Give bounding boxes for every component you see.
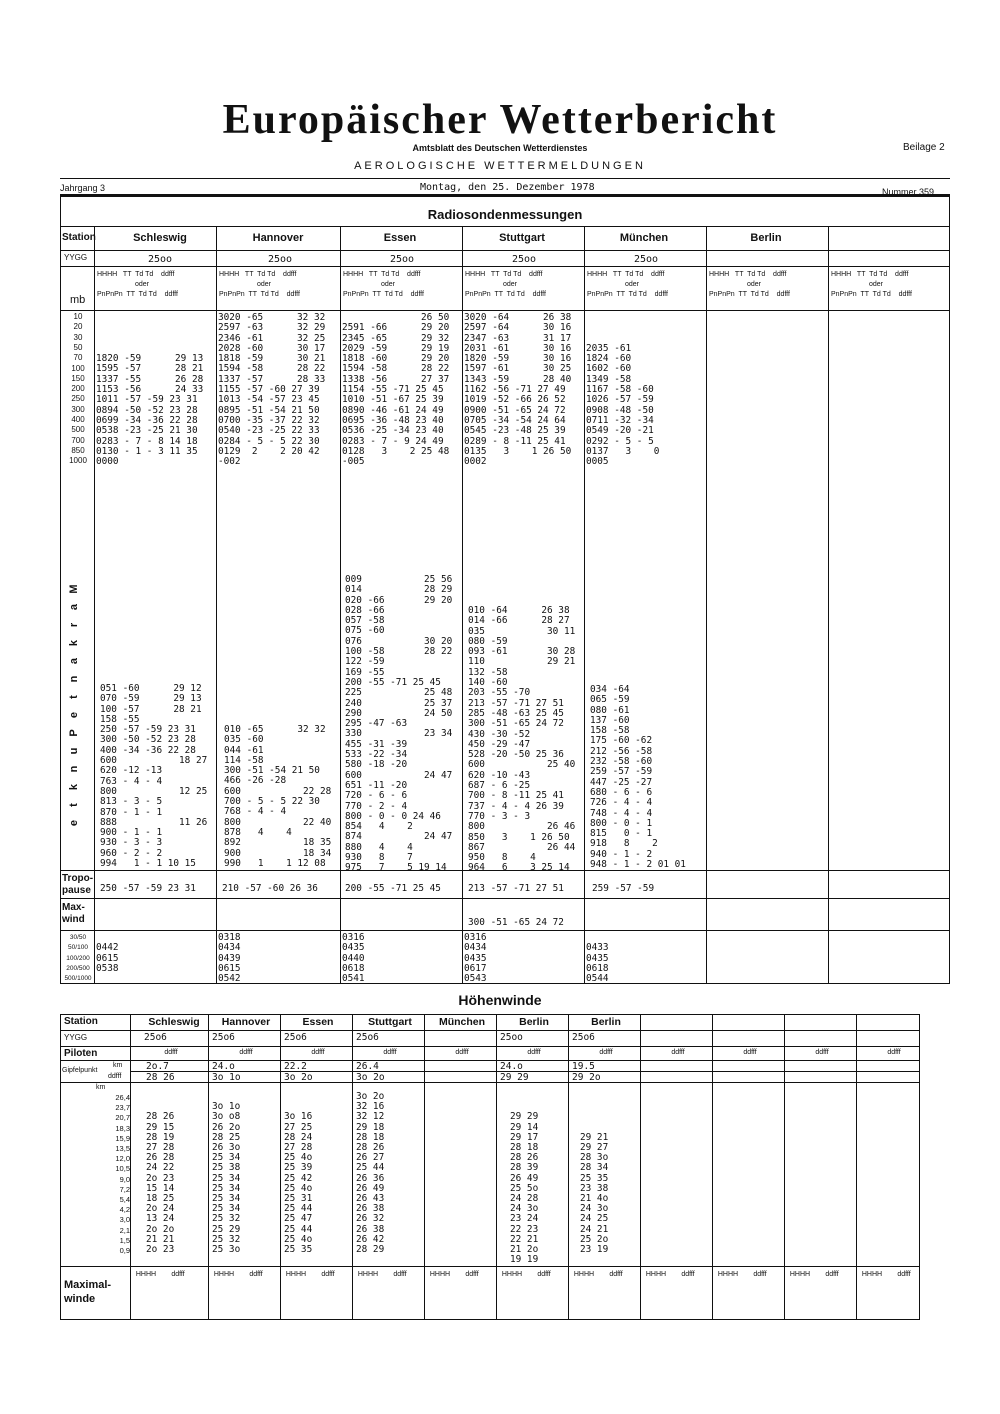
maximalwinde-hhhh-header: HHHH: [285, 1271, 307, 1278]
essen-maxwind-values: 0316 0435 0440 0618 0541: [342, 932, 365, 985]
height-level-label: 18,3: [115, 1123, 130, 1133]
hw-stuttgart-values: 3o 2o 32 16 32 12 29 18 28 18 28 26 26 27 25 44 26 36 26 49 26 43 26 38 26 32 26 38 26 42 28 29: [356, 1091, 385, 1256]
height-level-label: 13,5: [115, 1144, 130, 1153]
maximalwinde-ddfff-header: ddfff: [897, 1271, 911, 1278]
maximalwinde-ddfff-header: ddfff: [171, 1271, 185, 1278]
markante-punkte-letter: k: [68, 639, 80, 647]
markante-punkte-letter: t: [68, 695, 80, 699]
hw-gipfel-ddfff: 3o 2o: [284, 1072, 313, 1083]
wind-layer-label: 50/100: [68, 944, 88, 952]
volume-label: Jahrgang 3: [60, 183, 106, 193]
essen-levels: 26 50 2591 -66 29 20 2345 -65 29 32 2029 -59 29 19 1818 -60 29 20 1594 -58 28 22 1338 -56 27 37 1154 -55 -71 25 45 1010 -51 -67 25 39 0890 -46 -61 24 49 0695 -36 -48 23 40 0536 -25 -34 23 40 0283 - 7 - 9 24 49 0128 3 2 25 48 -005: [342, 312, 450, 468]
hw-station-stuttgart: Stuttgart: [368, 1016, 412, 1028]
hw-gipfel-km: 2o.7: [146, 1061, 169, 1072]
height-level-label: 26,4: [115, 1093, 130, 1102]
height-level-label: 23,7: [115, 1103, 130, 1113]
column-code-header: HHHH TT Td Td ddfff oder PnPnPn TT Td Td ddfff: [343, 271, 424, 298]
station-label: Station: [62, 232, 96, 243]
essen-tropopause: 200 -55 -71 25 45: [345, 883, 441, 894]
markante-punkte-letter: a: [68, 657, 80, 665]
wind-layer-label: 500/1000: [64, 975, 92, 983]
hannover-levels: 3020 -65 32 32 2597 -63 32 29 2346 -61 32 25 2028 -60 30 17 1818 -59 30 21 1594 -58 28 22 1337 -57 28 33 1155 -57 -60 27 39 1013 -54 -57 23 45 0895 -51 -54 21 50 0700 -35 -37 22 32 0540 -23 -25 22 33 0284 - 5 - 5 22 30 0129 2 2 20 42 -002: [218, 312, 326, 468]
markante-punkte-letter: t: [68, 803, 80, 807]
hw-station-hannover: Hannover: [221, 1016, 271, 1028]
pressure-level-label: 10: [73, 312, 83, 321]
pressure-level-label: 100: [71, 363, 85, 373]
height-level-label: 5,4: [119, 1195, 130, 1204]
station-berlin: Berlin: [750, 232, 782, 244]
hannover-tropopause: 210 -57 -60 26 36: [222, 883, 318, 894]
hw-gipfel-ddfff: 29 2o: [572, 1072, 601, 1083]
maxwind-label: Max- wind: [62, 902, 85, 925]
stuttgart-tropopause: 213 -57 -71 27 51: [468, 883, 564, 894]
column-code-header: HHHH TT Td Td ddfff oder PnPnPn TT Td Td ddfff: [709, 271, 790, 298]
hw-yygg-value: 25o6: [572, 1032, 595, 1043]
maximalwinde-ddfff-header: ddfff: [681, 1271, 695, 1278]
supplement-label: Beilage 2: [903, 142, 945, 153]
height-level-label: 7,2: [119, 1184, 130, 1194]
pressure-level-label: 50: [73, 342, 83, 352]
ddfff-header: ddfff: [743, 1049, 757, 1056]
hw-yygg-value: 25o6: [212, 1032, 235, 1043]
markante-punkte-letter: n: [68, 675, 80, 683]
stuttgart-markante: 010 -64 26 38 014 -66 28 27 035 30 11 080 -59 093 -61 30 28 110 29 21 132 -58 140 -60 203 -55 -70 213 -57 -71 27 51 285 -48 -63 25 45 300 -51 -65 24 72 430 -30 -52 450 -29 -47 528 -20 -50 25 36 600 25 40 620 -10 -43 687 - 6 -25 700 - 8 -11 25 41 737 - 4 - 4 26 39 770 - 3 - 3 800 26 46 850 3 1 26 50 867 26 44 950 8 4 964 6 3 25 14: [468, 605, 576, 874]
column-code-header: HHHH TT Td Td ddfff oder PnPnPn TT Td Td ddfff: [831, 271, 912, 298]
hannover-markante: 010 -65 32 32 035 -60 044 -61 114 -58 300 -51 -54 21 50 466 -26 -28 600 22 28 700 - 5 - 5 22 30 768 - 4 - 4 800 22 40 878 4 4 892 18 35 900 18 34 990 1 1 12 08: [224, 724, 332, 869]
hw-station-essen: Essen: [302, 1016, 334, 1028]
hw-yygg-value: 25o6: [284, 1032, 307, 1043]
hw-piloten-label: Piloten: [64, 1048, 98, 1059]
ddfff-header: ddfff: [164, 1049, 178, 1056]
hoehenwinde-title: Höhenwinde: [458, 992, 542, 1008]
wind-layer-label: 100/200: [66, 954, 90, 962]
yygg-value: 25oo: [389, 254, 415, 265]
muenchen-markante: 034 -64 065 -59 080 -61 137 -60 158 -58 175 -60 -62 212 -56 -58 232 -58 -60 259 -57 -59 447 -25 -27 680 - 6 - 6 726 - 4 - 4 748 - 4 - 4 800 - 0 - 1 815 0 - 1 918 8 2 940 - 1 - 2 948 - 1 - 2 01 01: [590, 684, 686, 871]
pressure-level-label: 250: [71, 394, 85, 404]
hw-hannover-values: 3o 1o 3o o8 26 2o 28 25 26 3o 25 34 25 38 25 34 25 34 25 34 25 34 25 32 25 29 25 32 25 3o: [212, 1101, 241, 1256]
station-hannover: Hannover: [252, 232, 304, 244]
hw-gipfel-km: 24.o: [500, 1061, 523, 1072]
markante-punkte-letter: a: [68, 603, 80, 611]
yygg-value: 25oo: [147, 254, 173, 265]
subtitle: Amtsblatt des Deutschen Wetterdienstes: [412, 143, 588, 153]
height-level-label: 3,0: [119, 1215, 130, 1225]
ddfff-header: ddfff: [527, 1049, 541, 1056]
maximalwinde-hhhh-header: HHHH: [357, 1271, 379, 1278]
markante-punkte-letter: u: [68, 747, 80, 755]
yygg-label: YYGG: [64, 253, 88, 262]
markante-punkte-letter: e: [68, 819, 80, 827]
hw-station-berlin: Berlin: [519, 1016, 549, 1028]
column-code-header: HHHH TT Td Td ddfff oder PnPnPn TT Td Td ddfff: [465, 271, 546, 298]
height-level-label: 1,5: [119, 1235, 130, 1245]
hw-gipfel-km: 24.o: [212, 1061, 235, 1072]
pressure-level-label: 70: [73, 353, 83, 363]
pressure-level-label: 300: [71, 404, 85, 414]
height-level-label: 10,5: [115, 1164, 130, 1174]
stuttgart-maxwind-values: 0316 0434 0435 0617 0543: [464, 932, 487, 985]
maximalwinde-label: Maximal- winde: [64, 1279, 112, 1305]
muenchen-levels: 2035 -61 1824 -60 1602 -60 1349 -58 1167 -58 -60 1026 -57 -59 0908 -48 -50 0711 -32 -34 0549 -20 -21 0292 - 5 - 5 0137 3 0 0005: [586, 342, 660, 468]
pressure-level-label: 850: [71, 445, 85, 455]
schleswig-levels: 1820 -59 29 13 1595 -57 28 21 1337 -55 26 28 1153 -56 24 33 1011 -57 -59 23 31 0894 -50 -52 23 28 0699 -34 -36 22 28 0538 -23 -25 21 30 0283 - 7 - 8 14 18 0130 - 1 - 3 11 35 0000: [96, 353, 204, 468]
schleswig-tropopause: 250 -57 -59 23 31: [100, 883, 196, 894]
muenchen-maxwind-values: 0433 0435 0618 0544: [586, 942, 609, 985]
maximalwinde-hhhh-header: HHHH: [789, 1271, 811, 1278]
hw-gipfel-ddfff: 28 26: [146, 1072, 175, 1083]
column-code-header: HHHH TT Td Td ddfff oder PnPnPn TT Td Td ddfff: [219, 271, 300, 298]
pressure-level-label: 30: [73, 332, 83, 342]
height-level-label: 12,0: [115, 1154, 130, 1164]
schleswig-markante: 051 -60 29 12 070 -59 29 13 100 -57 28 21 158 -55 250 -57 -59 23 31 300 -50 -52 23 28 400 -34 -36 22 28 600 18 27 620 -12 -13 763 - 4 - 4 800 12 25 813 - 3 - 5 870 - 1 - 1 888 11 26 900 - 1 - 1 930 - 3 - 3 960 - 2 - 2 994 1 - 1 10 15: [100, 683, 208, 870]
maximalwinde-hhhh-header: HHHH: [573, 1271, 595, 1278]
column-code-header: HHHH TT Td Td ddfff oder PnPnPn TT Td Td ddfff: [587, 271, 668, 298]
pressure-level-label: 500: [71, 425, 85, 435]
section-title: AEROLOGISCHE WETTERMELDUNGEN: [354, 160, 646, 172]
markante-punkte-letter: k: [68, 783, 80, 791]
schleswig-maxwind-values: 0442 0615 0538: [96, 942, 119, 974]
hw-km-header: km: [96, 1084, 106, 1091]
markante-punkte-letter: P: [68, 729, 80, 737]
column-code-header: HHHH TT Td Td ddfff oder PnPnPn TT Td Td ddfff: [97, 271, 178, 298]
radiosonde-title: Radiosondenmessungen: [427, 207, 583, 222]
yygg-value: 25oo: [633, 254, 659, 265]
height-level-label: 20,7: [115, 1113, 130, 1123]
maximalwinde-hhhh-header: HHHH: [213, 1271, 235, 1278]
hannover-maxwind-values: 0318 0434 0439 0615 0542: [218, 932, 241, 985]
hw-gipfel-km: 26.4: [356, 1061, 379, 1072]
stuttgart-levels: 3020 -64 26 38 2597 -64 30 16 2347 -63 31 17 2031 -61 30 16 1820 -59 30 16 1597 -61 30 25 1343 -59 28 40 1162 -56 -71 27 49 1019 -52 -66 26 52 0900 -51 -65 24 72 0705 -34 -54 24 64 0545 -23 -48 25 39 0289 - 8 -11 25 41 0135 3 1 26 50 0002: [464, 312, 572, 468]
hw-gipfel-ddfff: 29 29: [500, 1072, 529, 1083]
maximalwinde-ddfff-header: ddfff: [609, 1271, 623, 1278]
ddfff-header: ddfff: [671, 1049, 685, 1056]
station-schleswig: Schleswig: [133, 232, 187, 244]
maximalwinde-ddfff-header: ddfff: [825, 1271, 839, 1278]
yygg-value: 25oo: [511, 254, 537, 265]
hw-gipfel-km: 22.2: [284, 1061, 307, 1072]
hw-station-berlin-2: Berlin: [591, 1016, 621, 1028]
height-level-label: 9,0: [119, 1174, 130, 1184]
essen-markante: 009 25 56 014 28 29 020 -66 29 20 028 -66 057 -58 075 -60 076 30 20 100 -58 28 22 122 -59 169 -55 200 -55 -71 25 45 225 25 48 240 25 37 290 24 50 295 -47 -63 330 23 34 455 -31 -39 533 -22 -34 580 -18 -20 600 24 47 651 -11 -20 720 - 6 - 6 770 - 2 - 4 800 - 0 - 0 24 46 854 4 2 874 24 47 880 4 4 930 8 7 975 7 5 19 14: [345, 574, 453, 874]
mb-label: mb: [70, 294, 86, 306]
yygg-value: 25oo: [267, 254, 293, 265]
maximalwinde-ddfff-header: ddfff: [249, 1271, 263, 1278]
ddfff-header: ddfff: [311, 1049, 325, 1056]
station-muenchen: München: [619, 232, 669, 244]
ddfff-header: ddfff: [815, 1049, 829, 1056]
hw-gipfel-ddfff: 3o 1o: [212, 1072, 241, 1083]
maximalwinde-hhhh-header: HHHH: [861, 1271, 883, 1278]
hw-station-muenchen: München: [438, 1016, 486, 1028]
ddfff-header: ddfff: [383, 1049, 397, 1056]
hw-gipfel-ddfff: 3o 2o: [356, 1072, 385, 1083]
maximalwinde-ddfff-header: ddfff: [393, 1271, 407, 1278]
markante-punkte-letter: n: [68, 765, 80, 773]
tropopause-label: Tropo- pause: [62, 873, 94, 896]
header-rule: [60, 178, 950, 179]
hw-berlin-values: 29 29 29 14 29 17 28 18 28 26 28 39 26 49 25 5o 24 28 24 3o 23 24 22 23 22 21 21 2o 19 19: [510, 1111, 539, 1266]
pressure-level-label: 700: [71, 435, 85, 445]
ddfff-header: ddfff: [239, 1049, 253, 1056]
hw-yygg-value: 25o6: [144, 1032, 167, 1043]
maximalwinde-hhhh-header: HHHH: [429, 1271, 451, 1278]
pressure-level-label: 150: [71, 373, 85, 383]
maximalwinde-hhhh-header: HHHH: [645, 1271, 667, 1278]
pressure-level-label: 20: [73, 322, 83, 332]
hw-yygg-value: 25o6: [356, 1032, 379, 1043]
hw-essen-values: 3o 16 27 25 28 24 27 28 25 4o 25 39 25 42 25 4o 25 31 25 44 25 47 25 44 25 4o 25 35: [284, 1111, 313, 1256]
hw-gipfel-label: Gipfelpunkt: [62, 1067, 98, 1074]
height-level-label: 15,9: [115, 1133, 130, 1143]
hw-station-label: Station: [64, 1016, 98, 1027]
muenchen-tropopause: 259 -57 -59: [592, 883, 655, 894]
hw-ddfff-label: ddfff: [108, 1073, 122, 1080]
hw-station-schleswig: Schleswig: [148, 1016, 200, 1028]
stuttgart-maxwind: 300 -51 -65 24 72: [468, 917, 564, 928]
maximalwinde-hhhh-header: HHHH: [501, 1271, 523, 1278]
maximalwinde-ddfff-header: ddfff: [321, 1271, 335, 1278]
hw-yygg-label: YYGG: [64, 1033, 88, 1042]
wind-layer-label: 200/500: [66, 964, 90, 972]
height-level-label: 4,2: [119, 1205, 130, 1215]
maximalwinde-ddfff-header: ddfff: [465, 1271, 479, 1278]
ddfff-header: ddfff: [599, 1049, 613, 1056]
issue-date: Montag, den 25. Dezember 1978: [420, 182, 595, 193]
hw-gipfel-km: 19.5: [572, 1061, 595, 1072]
markante-punkte-letter: M: [68, 584, 80, 594]
pressure-level-label: 200: [71, 384, 85, 394]
wind-layer-label: 30/50: [69, 934, 87, 941]
pressure-level-label: 1000: [69, 456, 87, 466]
height-level-label: 2,1: [119, 1225, 130, 1235]
station-stuttgart: Stuttgart: [499, 232, 545, 244]
hw-km-label: km: [113, 1062, 123, 1069]
maximalwinde-ddfff-header: ddfff: [753, 1271, 767, 1278]
hw-yygg-value: 25oo: [500, 1032, 523, 1043]
pressure-level-label: 400: [71, 415, 85, 424]
newspaper-title: Europäischer Wetterbericht: [222, 97, 778, 143]
height-level-label: 0,9: [119, 1246, 130, 1255]
markante-punkte-letter: r: [68, 622, 80, 628]
maximalwinde-hhhh-header: HHHH: [135, 1271, 157, 1278]
markante-punkte-letter: e: [68, 711, 80, 719]
hw-berlin-2-values: 29 21 29 27 28 3o 28 34 25 35 23 38 21 4o 24 3o 24 25 24 21 25 2o 23 19: [580, 1131, 609, 1256]
ddfff-header: ddfff: [887, 1049, 901, 1056]
issue-number: Nummer 359: [882, 187, 935, 197]
maximalwinde-hhhh-header: HHHH: [717, 1271, 739, 1278]
station-essen: Essen: [383, 232, 417, 244]
ddfff-header: ddfff: [455, 1049, 469, 1056]
hw-schleswig-values: 28 26 29 15 28 19 27 28 26 28 24 22 2o 23 15 14 18 25 2o 24 13 24 2o 2o 21 21 2o 23: [146, 1111, 175, 1256]
maximalwinde-ddfff-header: ddfff: [537, 1271, 551, 1278]
